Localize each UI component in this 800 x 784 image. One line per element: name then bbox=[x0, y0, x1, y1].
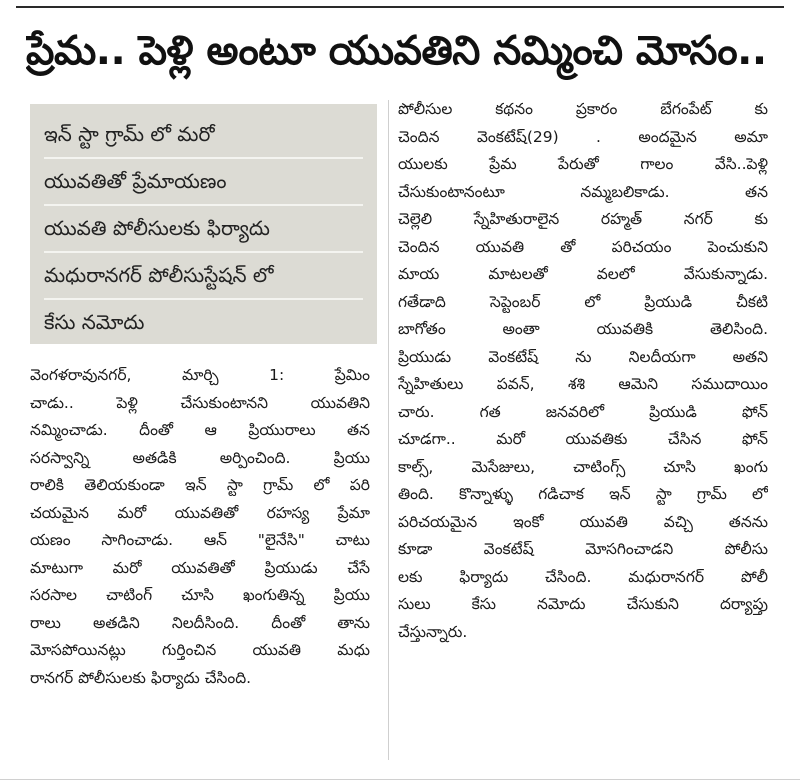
highlight-line: యువతితో ప్రేమాయణం bbox=[44, 159, 363, 206]
body-line: రానగర్ పోలీసులకు ఫిర్యాదు చేసింది. bbox=[30, 668, 252, 687]
body-line: వెంగళరావునగర్, మార్చి 1: ప్రేమిం bbox=[30, 366, 370, 384]
body-line: గతేడాది సెప్టెంబర్ లో ప్రియుడి చీకటి bbox=[398, 292, 768, 311]
body-line: చెందిన వెంకటేష్(29) . అందమైన అమా bbox=[398, 127, 768, 146]
body-line: ప్రియుడు వెంకటేష్ ను నిలదీయగా అతని bbox=[398, 347, 768, 366]
body-line: పరిచయమైన ఇంకో యువతి వచ్చి తనను bbox=[398, 512, 768, 531]
body-line: కూడా వెంకటేష్ మోసగించాడని పోలీసు bbox=[398, 540, 768, 558]
article-body-left bbox=[30, 362, 370, 692]
column-divider bbox=[388, 100, 389, 760]
highlight-line: కేసు నమోదు bbox=[44, 310, 145, 334]
body-line: చేస్తున్నారు. bbox=[398, 622, 468, 641]
highlight-box bbox=[30, 104, 377, 344]
article-body-right bbox=[398, 96, 768, 646]
body-line: చూడగా.. మరో యువతికు చేసిన ఫోన్ bbox=[398, 430, 768, 448]
body-line: చయమైన మరో యువతితో రహస్య ప్రేమా bbox=[30, 503, 370, 522]
body-line: సరసాల చాటింగ్ చూసి ఖంగుతిన్న ప్రియు bbox=[30, 586, 370, 604]
highlight-line: మధురానగర్ పోలీసుస్టేషన్ లో bbox=[44, 253, 363, 300]
body-line: రాలికి తెలియకుండా ఇన్ స్టా గ్రామ్ లో పరి bbox=[30, 476, 370, 494]
body-line: మాటుగా మరో యువతితో ప్రియుడు చేసే bbox=[30, 558, 370, 577]
body-line: స్నేహితులు పవన్, శశి ఆమెని సముదాయిం bbox=[398, 375, 768, 393]
body-line: చెందిన యువతి తో పరిచయం పెంచుకుని bbox=[398, 237, 768, 256]
highlight-line: యువతి పోలీసులకు ఫిర్యాదు bbox=[44, 206, 363, 253]
article-headline: ప్రేమ.. పెళ్లి అంటూ యువతిని నమ్మించి మోసం.. bbox=[26, 28, 767, 74]
body-line: తింది. కొన్నాళ్ళు గడిచాక ఇన్ స్టా గ్రామ్ లో bbox=[398, 485, 768, 503]
body-line: మోసపోయినట్లు గుర్తించిన యువతి మధు bbox=[30, 641, 370, 659]
body-line: యణం సాగించాడు. ఆన్ "లైనేసి" చాటు bbox=[30, 531, 370, 549]
body-line: సరస్వాన్ని అతడికి అర్పించింది. ప్రియు bbox=[30, 448, 370, 467]
body-line: మాయ మాటలతో వలలో వేసుకున్నాడు. bbox=[398, 265, 768, 283]
body-line: చారు. గత జనవరిలో ప్రియుడి ఫోన్ bbox=[398, 402, 768, 421]
body-line: రాలు అతడిని నిలదీసింది. దీంతో తాను bbox=[30, 613, 370, 632]
body-line: సులు కేసు నమోదు చేసుకుని దర్యాప్తు bbox=[398, 595, 768, 613]
body-line: లకు ఫిర్యాదు చేసింది. మధురానగర్ పోలీ bbox=[398, 567, 768, 586]
body-line: యులకు ప్రేమ పేరుతో గాలం వేసి..పెళ్లి bbox=[398, 155, 768, 173]
top-rule bbox=[16, 6, 784, 8]
body-line: చాడు.. పెళ్లి చేసుకుంటానని యువతిని bbox=[30, 393, 370, 412]
bottom-rule bbox=[0, 779, 800, 780]
body-line: చేసుకుంటానంటూ నమ్మబలికాడు. తన bbox=[398, 182, 768, 201]
body-line: బాగోతం అంతా యువతికి తెలిసింది. bbox=[398, 320, 768, 338]
highlight-line: ఇన్ స్టా గ్రామ్ లో మరో bbox=[44, 112, 363, 159]
body-line: కాల్స్, మెసేజులు, చాటింగ్స్ చూసి ఖంగు bbox=[398, 457, 768, 476]
body-line: చెల్లెలి స్నేహితురాలైన రహ్మత్ నగర్ కు bbox=[398, 210, 768, 228]
body-line: నమ్మించాడు. దీంతో ఆ ప్రియురాలు తన bbox=[30, 421, 370, 439]
body-line: పోలీసుల కథనం ప్రకారం బేగంపేట్ కు bbox=[398, 100, 768, 118]
